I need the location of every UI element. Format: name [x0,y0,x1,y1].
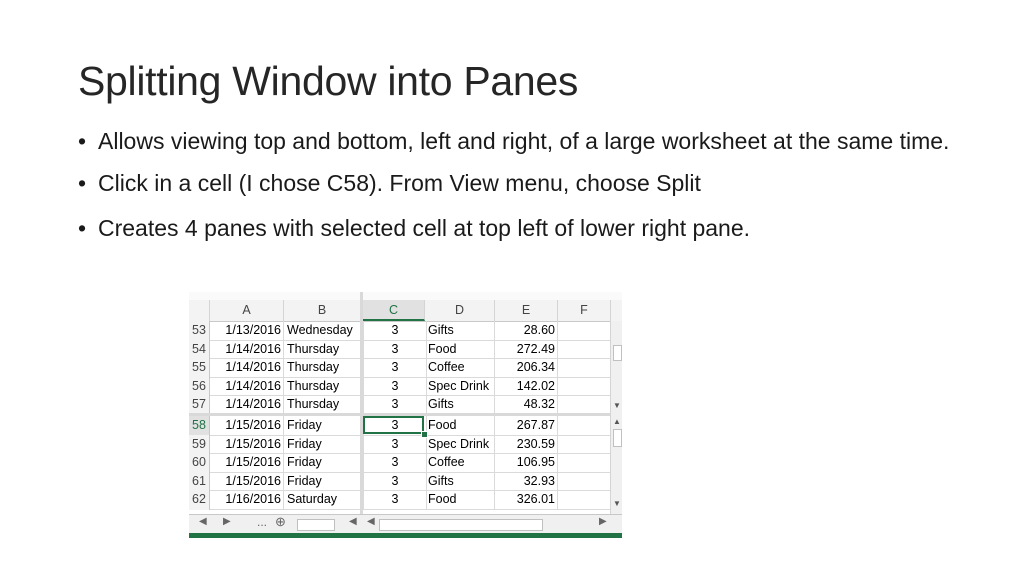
cell-c[interactable]: 3 [363,377,427,396]
bullet-item [78,169,978,198]
cell-day[interactable]: Thursday [287,397,340,411]
hscroll-left-arrow-icon[interactable]: ◀ [367,516,375,527]
bullet-dot: • [78,170,87,196]
ribbon-strip [189,292,622,300]
table-row [189,321,613,341]
cell-category[interactable]: Coffee [425,453,495,472]
prev-sheet-arrow-icon[interactable]: ◀ [199,516,207,527]
bullet-text: Allows viewing top and bottom, left and right, of a large worksheet at the same time. [98,128,950,154]
next-sheet-arrow-icon[interactable]: ▶ [223,516,231,527]
cell-f[interactable] [558,340,613,359]
row-number[interactable]: 60 [189,453,210,473]
scroll-thumb-bottom[interactable] [613,429,622,447]
cell-category[interactable]: Food [425,340,495,359]
cell-amount[interactable]: 230.59 [495,435,558,454]
table-row [189,377,613,397]
table-row [189,453,613,473]
cell-day[interactable]: Friday [287,418,322,432]
column-header-c[interactable]: C [363,300,425,321]
cell-f[interactable] [558,453,613,472]
scroll-up-arrow-icon[interactable]: ▲ [613,417,621,426]
cell-amount[interactable]: 106.95 [495,453,558,472]
scroll-down-arrow-icon[interactable]: ▼ [613,499,621,508]
hscroll-left-arrow-icon[interactable]: ◀ [349,516,357,527]
status-bar-accent [189,533,622,538]
cell-amount[interactable]: 326.01 [495,490,558,509]
cell-day[interactable]: Friday [287,455,322,469]
column-header-d[interactable]: D [425,300,495,321]
row-number[interactable]: 62 [189,490,210,510]
table-row [189,435,613,455]
row-number[interactable]: 57 [189,395,210,415]
cell-category[interactable]: Coffee [425,358,495,377]
cell-day[interactable]: Friday [287,436,322,451]
active-cell-c58[interactable] [363,416,424,434]
sheet-tab-bar [189,514,622,534]
bullet-dot: • [78,128,87,154]
cell-day[interactable]: Thursday [287,378,340,393]
vertical-split-bar[interactable] [360,292,363,514]
table-row [189,358,613,378]
cell-c[interactable]: 3 [363,435,427,454]
cell-c[interactable]: 3 [363,340,427,359]
table-row [189,490,613,510]
slide-title: Splitting Window into Panes [78,58,579,104]
cell-c[interactable]: 3 [363,416,427,435]
scroll-down-arrow-icon[interactable]: ▼ [613,401,621,410]
cell-f[interactable] [558,358,613,377]
cell-category[interactable]: Food [425,416,495,435]
cell-date[interactable]: 1/15/2016 [210,416,284,435]
cell-amount[interactable]: 48.32 [495,395,558,414]
spreadsheet-screenshot [189,292,622,538]
row-number[interactable]: 55 [189,358,210,378]
cell-amount[interactable]: 267.87 [495,416,558,435]
cell-amount[interactable]: 32.93 [495,472,558,491]
row-number[interactable]: 59 [189,435,210,455]
cell-f[interactable] [558,321,613,340]
cell-category[interactable]: Spec Drink [425,435,495,454]
bullet-list [78,127,978,259]
cell-category[interactable]: Gifts [425,395,495,414]
hscroll-thumb-right[interactable] [379,519,543,531]
bullet-item [78,127,978,156]
cell-day[interactable]: Thursday [287,341,340,356]
cell-c[interactable]: 3 [363,358,427,377]
cell-day[interactable]: Wednesday [287,323,353,337]
hscroll-right-arrow-icon[interactable]: ▶ [599,516,607,527]
cell-c[interactable]: 3 [363,453,427,472]
cell-date[interactable]: 1/13/2016 [210,321,284,340]
row-number[interactable]: 53 [189,321,210,341]
cell-date[interactable]: 1/15/2016 [210,453,284,472]
scroll-thumb-top[interactable] [613,345,622,361]
row-number[interactable]: 61 [189,472,210,492]
cell-amount[interactable]: 28.60 [495,321,558,340]
bullet-text: Creates 4 panes with selected cell at top left of lower right pane. [98,215,751,241]
cell-c[interactable]: 3 [363,395,427,414]
table-row [189,395,613,415]
row-number[interactable]: 56 [189,377,210,397]
bullet-text: Click in a cell (I chose C58). From View menu, choose Split [98,170,701,196]
cell-day[interactable]: Saturday [287,492,338,506]
cell-c[interactable]: 3 [363,321,427,340]
row-number[interactable]: 58 [189,416,210,436]
select-all-corner[interactable] [189,300,210,321]
cell-f[interactable] [558,490,613,509]
cell-date[interactable]: 1/14/2016 [210,340,284,359]
add-sheet-icon[interactable]: ⊕ [275,514,286,529]
bullet-dot: • [78,215,87,241]
cell-date[interactable]: 1/14/2016 [210,377,284,396]
cell-f[interactable] [558,377,613,396]
cell-day[interactable]: Friday [287,473,322,488]
cell-f[interactable] [558,472,613,491]
vertical-scrollbar[interactable] [610,321,622,514]
cell-date[interactable]: 1/15/2016 [210,472,284,491]
cell-category[interactable]: Gifts [425,472,495,491]
column-header-a[interactable]: A [210,300,284,321]
cell-date[interactable]: 1/14/2016 [210,358,284,377]
column-header-b[interactable]: B [284,300,361,321]
column-header-bar [189,300,622,322]
table-row [189,472,613,492]
bullet-item [78,214,978,243]
sheet-more-button[interactable]: ... [257,515,268,529]
fill-handle[interactable] [421,431,428,438]
cell-category[interactable]: Spec Drink [425,377,495,396]
row-number[interactable]: 54 [189,340,210,360]
cell-f[interactable] [558,395,613,414]
cell-amount[interactable]: 272.49 [495,340,558,359]
cell-date[interactable]: 1/16/2016 [210,490,284,509]
hscroll-thumb-left[interactable] [297,519,335,531]
cell-f[interactable] [558,435,613,454]
cell-day[interactable]: Thursday [287,360,340,374]
cell-amount[interactable]: 206.34 [495,358,558,377]
table-row [189,340,613,360]
cell-c[interactable]: 3 [363,490,427,509]
column-header-e[interactable]: E [495,300,558,321]
cell-date[interactable]: 1/15/2016 [210,435,284,454]
cell-amount[interactable]: 142.02 [495,377,558,396]
column-header-f[interactable]: F [558,300,611,321]
cell-category[interactable]: Food [425,490,495,509]
cell-date[interactable]: 1/14/2016 [210,395,284,414]
cell-c[interactable]: 3 [363,472,427,491]
cell-category[interactable]: Gifts [425,321,495,340]
cell-f[interactable] [558,416,613,435]
